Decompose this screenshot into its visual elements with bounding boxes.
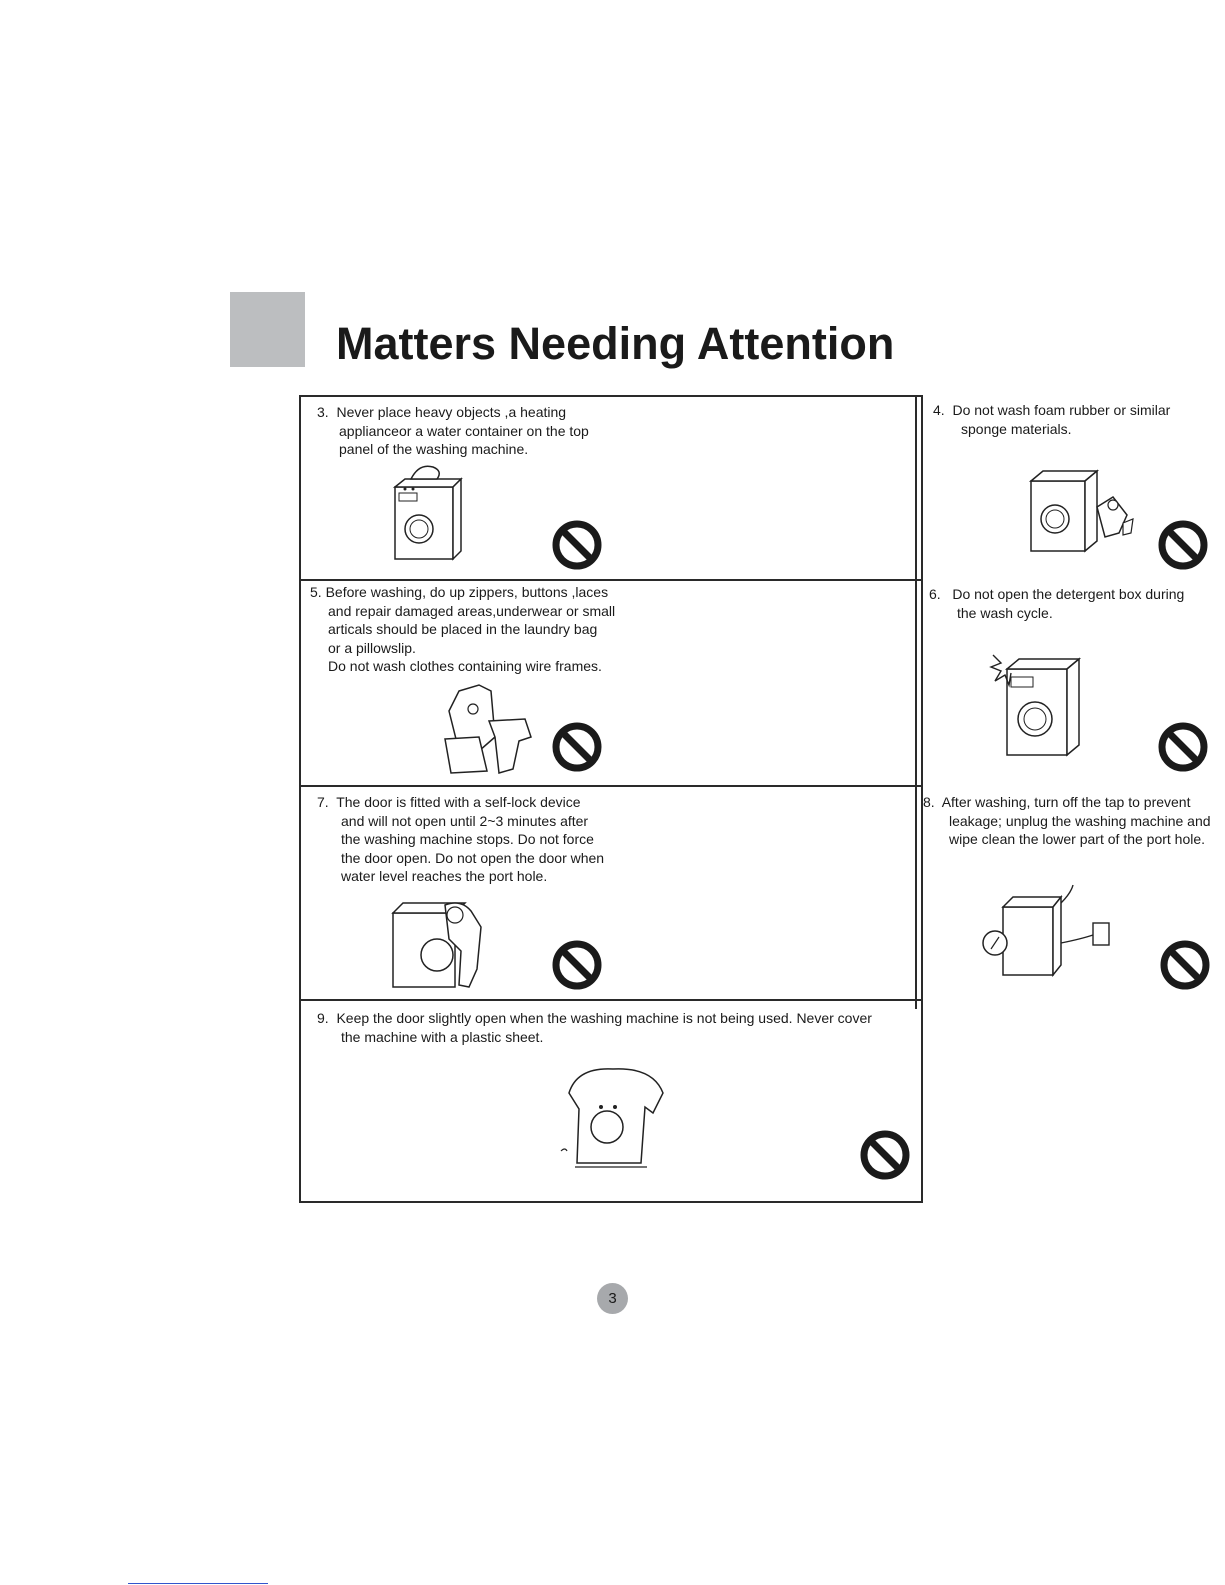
prohibition-icon	[1157, 519, 1209, 571]
washing-machine-illustration	[1027, 467, 1137, 557]
footer-rule	[128, 1583, 268, 1584]
washing-machine-illustration	[989, 649, 1093, 761]
item-7-text: 7. The door is fitted with a self-lock device and will not open until 2~3 minutes after the washing machine stops. Do not force the door open. Do not open the door when water level reaches the port hole.	[317, 794, 605, 884]
item-6-text: 6. Do not open the detergent box during the wash cycle.	[929, 586, 1185, 621]
prohibition-icon	[1159, 939, 1211, 991]
prohibition-icon	[551, 939, 603, 991]
washing-machine-illustration	[389, 899, 489, 991]
item-5-text: 5. Before washing, do up zippers, buttons ,laces and repair damaged areas,underwear or small articals should be placed in the laundry bag or a pillowslip. Do not wash clothes containing wire frames.	[310, 584, 616, 674]
item-8-text: 8. After washing, turn off the tap to prevent leakage; unplug the washing machine and wipe clean the lower part of the port hole.	[923, 794, 1211, 847]
prohibition-icon	[1157, 721, 1209, 773]
item-7-cell	[301, 787, 915, 999]
item-5-cell	[301, 581, 915, 785]
prohibition-icon	[859, 1129, 911, 1181]
section-tab	[230, 292, 305, 367]
washing-machine-illustration	[389, 461, 469, 563]
clothing-illustration	[439, 681, 539, 781]
page-number-badge: 3	[597, 1283, 628, 1314]
prohibition-icon	[551, 721, 603, 773]
washing-machine-illustration	[557, 1063, 669, 1173]
item-3-text: 3. Never place heavy objects ,a heating applianceor a water container on the top panel of the washing machine.	[317, 404, 589, 457]
page-title: Matters Needing Attention	[336, 318, 895, 369]
item-9-text: 9. Keep the door slightly open when the washing machine is not being used. Never cover the machine with a plastic sheet.	[317, 1010, 872, 1045]
item-3-cell	[301, 397, 915, 579]
item-4-text: 4. Do not wash foam rubber or similar sponge materials.	[933, 402, 1171, 437]
item-4-cell	[917, 397, 1225, 579]
attention-grid	[299, 395, 1211, 1203]
prohibition-icon	[551, 519, 603, 571]
item-9-cell	[301, 1001, 921, 1201]
item-6-cell	[917, 581, 1225, 785]
washing-machine-illustration	[981, 883, 1121, 983]
item-8-cell	[917, 787, 1225, 999]
